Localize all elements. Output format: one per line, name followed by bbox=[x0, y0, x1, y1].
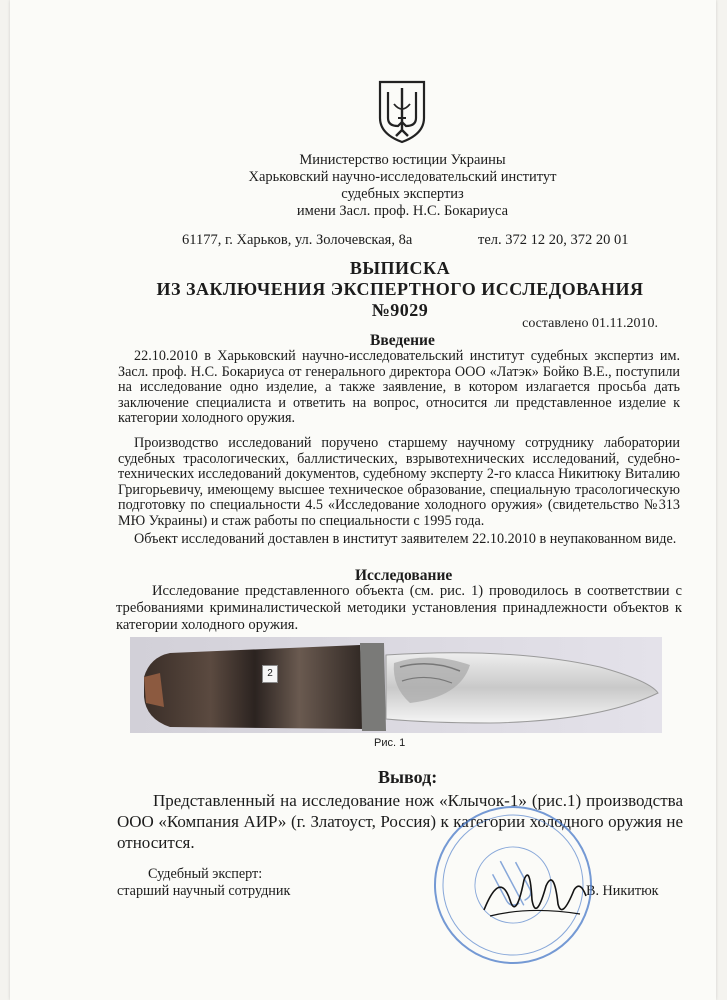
title-line-2: ИЗ ЗАКЛЮЧЕНИЯ ЭКСПЕРТНОГО ИССЛЕДОВАНИЯ bbox=[156, 279, 644, 299]
phone: тел. 372 12 20, 372 20 01 bbox=[478, 232, 629, 248]
figure-caption: Рис. 1 bbox=[374, 737, 406, 749]
institute-line-1: Харьковский научно-исследовательский институт bbox=[248, 169, 557, 185]
title-line-1: ВЫПИСКА bbox=[349, 258, 451, 278]
ministry-line: Министерство юстиции Украины bbox=[299, 152, 506, 168]
document-page bbox=[10, 0, 716, 1000]
intro-paragraph-3: Объект исследований доставлен в институт заявителем 22.10.2010 в неупакованном виде. bbox=[134, 531, 677, 547]
address: 61177, г. Харьков, ул. Золочевская, 8а bbox=[182, 232, 413, 248]
conclusion-text: Представленный на исследование нож «Клычок-1» (рис.1) производства ООО «Компания АИР» (г. Златоуст, Россия) к категории холодного оружия не относится. bbox=[117, 791, 683, 852]
signature-role: Судебный эксперт: bbox=[148, 866, 263, 882]
conclusion-heading: Вывод: bbox=[378, 767, 438, 787]
knife-photo bbox=[130, 637, 662, 733]
handwritten-signature-icon bbox=[480, 860, 590, 930]
intro-heading: Введение bbox=[370, 332, 435, 349]
title-number: №9029 bbox=[371, 300, 429, 320]
composed-date: составлено 01.11.2010. bbox=[522, 316, 658, 331]
institute-line-2: судебных экспертиз bbox=[341, 186, 464, 202]
institute-header bbox=[210, 152, 595, 220]
intro-paragraph-2: Производство исследований поручено старшему научному сотруднику лаборатории судебных трасологических, баллистических, взрывотехнических исследований, судебно-технических исследований документов, судебному эксперту 2-го класса Никитюку Виталию Григорьевичу, имеющему высшее техническое образование, специальную трасологическую подготовку по специальности 4.5 «Исследование холодного оружия» (свидетельство №313 МЮ Украины) и стаж работы по специальности с 1995 года. bbox=[118, 435, 680, 529]
research-paragraph: Исследование представленного объекта (см. рис. 1) проводилось в соответствии с требованиями криминалистической методики установления принадлежности объектов к категории холодного оружия. bbox=[116, 583, 682, 633]
figure-tag: 2 bbox=[262, 665, 278, 683]
intro-paragraph-1: 22.10.2010 в Харьковский научно-исследовательский институт судебных экспертиз им. Засл. проф. Н.С. Бокариуса от генерального директора ООО «Латэк» Бойко В.Е., поступили на исследование одно изделие, а также заявление, в котором излагается просьба дать заключение специалиста и ответить на вопрос, относится ли представленное изделие к категории холодного оружия. bbox=[118, 348, 680, 427]
coat-of-arms-trident-icon bbox=[374, 78, 430, 144]
research-heading: Исследование bbox=[355, 567, 453, 584]
signature-name: В. Никитюк bbox=[586, 883, 659, 899]
signature-position: старший научный сотрудник bbox=[117, 883, 291, 899]
document-title bbox=[140, 258, 660, 321]
institute-line-3: имени Засл. проф. Н.С. Бокариуса bbox=[296, 203, 509, 219]
